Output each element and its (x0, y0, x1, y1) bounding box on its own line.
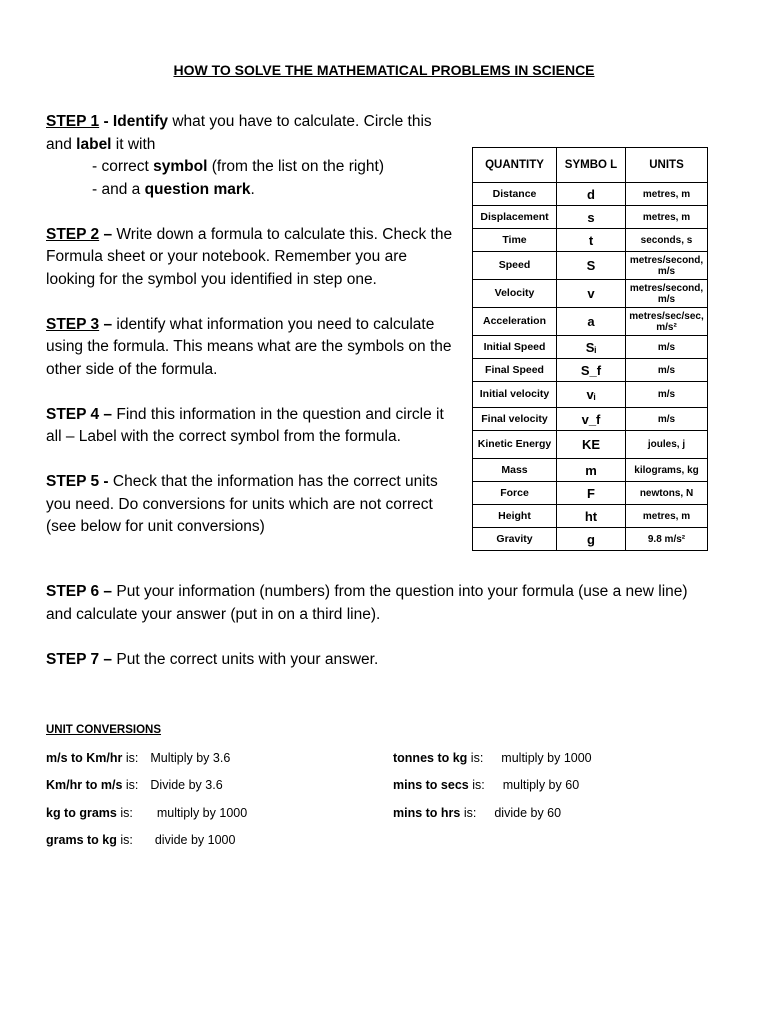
symbol-cell: vᵢ (557, 382, 626, 408)
table-row (473, 280, 708, 308)
conversion-is: is: (116, 806, 133, 820)
conversion-key: tonnes to kg (393, 751, 468, 765)
step-7-label: STEP 7 – (46, 651, 113, 668)
units-cell: metres/second, m/s (626, 280, 708, 308)
step-5 (46, 471, 456, 539)
symbol-cell: d (557, 183, 626, 206)
step-1-bullet-2 (46, 179, 456, 202)
table-row (473, 459, 708, 482)
symbol-cell: S_f (557, 359, 626, 382)
quantity-cell: Initial Speed (473, 336, 557, 359)
header-symbol: SYMBO L (557, 148, 626, 183)
quantity-cell: Gravity (473, 528, 557, 551)
table-row (473, 505, 708, 528)
units-cell: m/s (626, 382, 708, 408)
units-cell: metres, m (626, 505, 708, 528)
table-row (473, 359, 708, 382)
conversion-value: divide by 60 (494, 806, 562, 820)
quantity-cell: Time (473, 229, 557, 252)
quantity-cell: Final Speed (473, 359, 557, 382)
table-row (473, 431, 708, 459)
step-7 (46, 649, 706, 672)
symbol-cell: t (557, 229, 626, 252)
step-1-keyword-label: label (76, 135, 112, 153)
quantity-cell: Distance (473, 183, 557, 206)
bullet-keyword: symbol (153, 158, 208, 175)
conversion-is: is: (122, 778, 139, 792)
units-cell: newtons, N (626, 482, 708, 505)
step-1-label: STEP 1 (46, 113, 100, 130)
symbol-cell: a (557, 308, 626, 336)
units-cell: seconds, s (626, 229, 708, 252)
table-header-row (473, 148, 708, 183)
table-row (473, 183, 708, 206)
symbol-cell: ht (557, 505, 626, 528)
units-cell: metres, m (626, 183, 708, 206)
conversion-key: mins to secs (393, 778, 469, 792)
quantity-cell: Force (473, 482, 557, 505)
conversion-value: multiply by 60 (502, 778, 580, 792)
quantity-cell: Speed (473, 252, 557, 280)
symbol-cell: S (557, 252, 626, 280)
symbols-table (472, 147, 708, 551)
conversion-is: is: (122, 751, 139, 765)
conversion-value: multiply by 1000 (501, 751, 592, 765)
conversion-value: multiply by 1000 (156, 806, 248, 820)
step-5-label: STEP 5 - (46, 473, 109, 490)
conversion-is: is: (468, 778, 485, 792)
units-cell: m/s (626, 359, 708, 382)
page-title: HOW TO SOLVE THE MATHEMATICAL PROBLEMS IN SCIENCE (173, 62, 595, 78)
quantity-cell: Final velocity (473, 408, 557, 431)
step-1-text-2: it with (111, 135, 156, 153)
conversion-item (46, 778, 223, 792)
step-3-sep: – (99, 315, 117, 333)
bullet-keyword: question mark (144, 180, 251, 198)
symbol-cell: F (557, 482, 626, 505)
units-cell: metres/second, m/s (626, 252, 708, 280)
symbol-cell: g (557, 528, 626, 551)
quantity-cell: Displacement (473, 206, 557, 229)
bullet-text: - and a (92, 180, 145, 198)
quantity-cell: Kinetic Energy (473, 431, 557, 459)
conversion-value: divide by 1000 (154, 833, 236, 847)
conversion-key: grams to kg (46, 833, 117, 847)
units-cell: m/s (626, 408, 708, 431)
conversion-key: m/s to Km/hr (46, 751, 123, 765)
units-cell: kilograms, kg (626, 459, 708, 482)
step-2-sep: – (99, 225, 117, 243)
table-row (473, 252, 708, 280)
symbol-cell: Sᵢ (557, 336, 626, 359)
step-6-text: Put your information (numbers) from the question into your formula (use a new line) and calculate your answer (put in on a third line). (46, 583, 688, 623)
conversion-is: is: (460, 806, 477, 820)
step-4-label: STEP 4 – (46, 405, 113, 423)
conversion-value: Divide by 3.6 (150, 778, 223, 792)
bullet-text: - correct (92, 158, 154, 175)
step-2-text: Write down a formula to calculate this. Check the Formula sheet or your notebook. Remember you are looking for the symbol you identified in step one. (46, 225, 453, 288)
quantity-cell: Initial velocity (473, 382, 557, 408)
conversion-is: is: (467, 751, 484, 765)
symbol-cell: KE (557, 431, 626, 459)
conversion-is: is: (116, 833, 133, 847)
step-4-text: Find this information in the question and circle it all – Label with the correct symbol from the formula. (46, 405, 444, 445)
symbol-cell: v_f (557, 408, 626, 431)
conversion-item (393, 751, 592, 765)
step-1-keyword: Identify (112, 113, 169, 130)
quantity-cell: Acceleration (473, 308, 557, 336)
header-units: UNITS (626, 148, 708, 183)
unit-conversions-title: UNIT CONVERSIONS (46, 724, 162, 736)
units-cell: metres, m (626, 206, 708, 229)
quantity-cell: Height (473, 505, 557, 528)
bullet-text: . (250, 180, 255, 198)
symbol-cell: s (557, 206, 626, 229)
table-row (473, 336, 708, 359)
step-2-label: STEP 2 (46, 225, 100, 243)
symbol-cell: m (557, 459, 626, 482)
step-3 (46, 314, 456, 382)
step-1-bullet-1 (46, 156, 456, 179)
table-row (473, 229, 708, 252)
table-row (473, 206, 708, 229)
quantity-cell: Velocity (473, 280, 557, 308)
step-3-label: STEP 3 (46, 315, 100, 333)
table-row (473, 408, 708, 431)
units-cell: metres/sec/sec, m/s² (626, 308, 708, 336)
conversion-value: Multiply by 3.6 (150, 751, 231, 765)
quantity-cell: Mass (473, 459, 557, 482)
step-1 (46, 111, 456, 201)
bullet-text: (from the list on the right) (207, 158, 385, 175)
conversion-item (393, 778, 579, 792)
units-cell: joules, j (626, 431, 708, 459)
table-row (473, 482, 708, 505)
symbol-cell: v (557, 280, 626, 308)
conversion-item (46, 751, 230, 765)
step-3-text: identify what information you need to calculate using the formula. This means what are the symbols on the other side of the formula. (46, 315, 452, 378)
conversion-key: Km/hr to m/s (46, 778, 123, 792)
units-cell: m/s (626, 336, 708, 359)
step-6-label: STEP 6 – (46, 583, 113, 600)
conversion-key: mins to hrs (393, 806, 461, 820)
step-1-sep: - (99, 113, 113, 130)
step-1-text: what you have to calculate. Circle this and (46, 113, 432, 153)
units-cell: 9.8 m/s² (626, 528, 708, 551)
conversion-item (393, 806, 561, 820)
conversion-item (46, 833, 235, 847)
step-6 (46, 581, 706, 626)
header-quantity: QUANTITY (473, 148, 557, 183)
conversion-key: kg to grams (46, 806, 117, 820)
step-4 (46, 404, 456, 449)
conversion-item (46, 806, 247, 820)
step-5-text: Check that the information has the correct units you need. Do conversions for units which are not correct (see below for unit conversions) (46, 473, 438, 535)
steps-column (46, 111, 456, 561)
step-7-text: Put the correct units with your answer. (112, 651, 379, 668)
table-row (473, 528, 708, 551)
step-2 (46, 224, 456, 292)
table-row (473, 308, 708, 336)
table-row (473, 382, 708, 408)
